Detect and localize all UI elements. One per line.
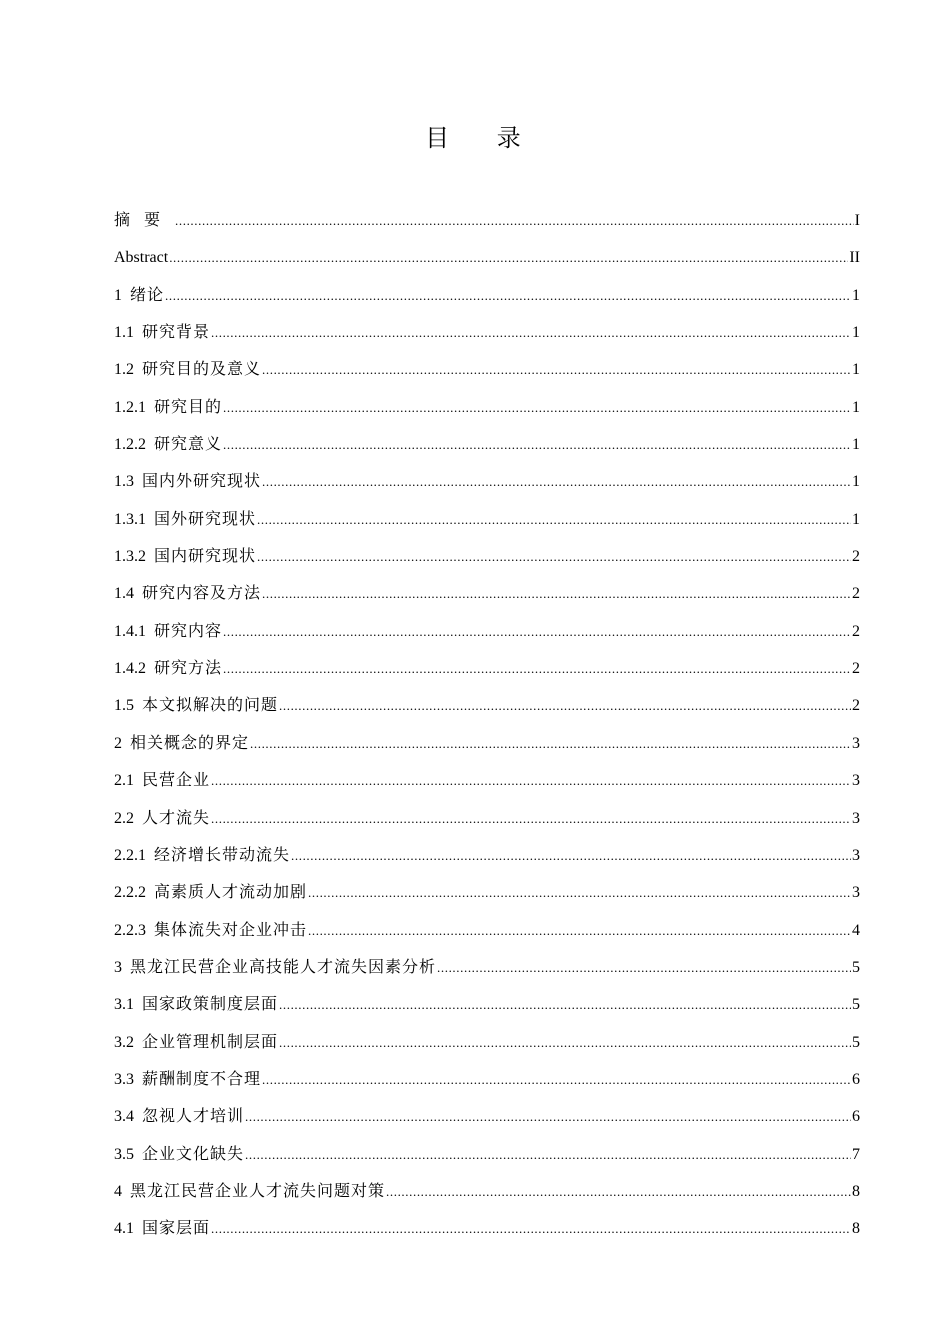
toc-entry-text: 经济增长带动流失 (154, 844, 291, 864)
toc-entry-label (114, 873, 307, 911)
dot-leader (245, 1098, 851, 1135)
toc-entry[interactable] (114, 276, 860, 313)
toc-entry-label (114, 1209, 210, 1247)
toc-entry-text: 黑龙江民营企业人才流失问题对策 (130, 1180, 386, 1200)
dot-leader (223, 389, 851, 426)
toc-entry-number: 4.1 (114, 1220, 134, 1238)
toc-entry-text: 企业管理机制层面 (142, 1031, 279, 1051)
toc-entry-label (114, 612, 222, 650)
toc-entry-label (114, 425, 222, 463)
dot-leader (250, 725, 851, 762)
toc-entry-text: 薪酬制度不合理 (142, 1068, 262, 1088)
toc-entry-label (114, 1023, 278, 1061)
dot-leader (262, 575, 851, 612)
toc-entry-page: 5 (852, 1033, 860, 1051)
toc-entry[interactable] (114, 462, 860, 499)
dot-leader (165, 277, 851, 314)
toc-entry-page: 3 (852, 846, 860, 864)
toc-entry-label (114, 500, 256, 538)
toc-entry-number: 3 (114, 958, 122, 976)
toc-entry-text: 国家层面 (142, 1218, 211, 1238)
toc-entry-page: 5 (852, 958, 860, 976)
toc-entry-number: 4 (114, 1182, 122, 1200)
toc-entry-label (114, 948, 436, 986)
toc-entry[interactable] (114, 500, 860, 537)
toc-entry-text: 国内研究现状 (154, 546, 257, 566)
toc-entry-page: 2 (852, 585, 860, 603)
toc-entry-label (114, 462, 261, 500)
toc-entry-number: 1.2 (114, 361, 134, 379)
toc-entry-text: 国内外研究现状 (142, 471, 262, 491)
toc-entry-number: 3.2 (114, 1033, 134, 1051)
dot-leader (386, 1173, 851, 1210)
toc-entry-text: 摘要 (114, 210, 175, 229)
toc-entry[interactable] (114, 724, 860, 761)
dot-leader (262, 351, 851, 388)
toc-entry[interactable] (114, 350, 860, 387)
toc-entry-number: 1.4.1 (114, 622, 146, 640)
dot-leader (437, 949, 851, 986)
toc-entry-page: 2 (852, 548, 860, 566)
toc-entry-text: 绪论 (130, 284, 165, 304)
toc-entry-page: 6 (852, 1108, 860, 1126)
toc-entry-label (114, 836, 290, 874)
dot-leader (279, 1024, 851, 1061)
toc-entry-page: 2 (852, 660, 860, 678)
toc-entry[interactable] (114, 686, 860, 723)
toc-entry-label (114, 1060, 261, 1098)
toc-entry[interactable] (114, 649, 860, 686)
dot-leader (211, 800, 851, 837)
toc-entry-label (114, 574, 261, 612)
toc-entry[interactable] (114, 836, 860, 873)
toc-entry-page: 6 (852, 1070, 860, 1088)
toc-entry[interactable] (114, 537, 860, 574)
toc-entry-label (114, 537, 256, 575)
dot-leader (279, 986, 851, 1023)
dot-leader (211, 762, 851, 799)
toc-entry-label (114, 985, 278, 1023)
toc-entry-number: 3.1 (114, 996, 134, 1014)
toc-entry-label (114, 649, 222, 687)
toc-entry-label (114, 1172, 385, 1210)
dot-leader (308, 912, 851, 949)
toc-entry-text: 研究方法 (154, 658, 223, 678)
toc-entry-number: 3.3 (114, 1070, 134, 1088)
toc-entry-text: 集体流失对企业冲击 (154, 919, 308, 939)
toc-entry[interactable] (114, 1172, 860, 1209)
page-title: 目 录 (425, 124, 541, 152)
toc-entry-number: 2 (114, 734, 122, 752)
toc-entry-number: 1.4.2 (114, 660, 146, 678)
toc-entry-text: 研究内容 (154, 620, 223, 640)
toc-entry[interactable] (114, 911, 860, 948)
toc-entry-text: Abstract (114, 249, 169, 267)
toc-entry-text: 研究内容及方法 (142, 583, 262, 603)
toc-entry-page: I (854, 212, 860, 229)
toc-entry[interactable] (114, 388, 860, 425)
toc-entry-number: 1.4 (114, 585, 134, 603)
toc-entry-page: 1 (852, 324, 860, 342)
toc-entry[interactable] (114, 1209, 860, 1246)
dot-leader (279, 687, 851, 724)
dot-leader (223, 650, 851, 687)
dot-leader (175, 202, 854, 239)
toc-entry-number: 1.3.2 (114, 548, 146, 566)
toc-entry-number: 1.3 (114, 473, 134, 491)
toc-entry-page: 4 (852, 921, 860, 939)
toc-entry[interactable] (114, 201, 860, 238)
toc-entry-page: 3 (852, 809, 860, 827)
toc-entry-label (114, 799, 210, 837)
dot-leader (211, 314, 851, 351)
toc-entry-text: 国家政策制度层面 (142, 994, 279, 1014)
toc-entry-text: 研究意义 (154, 434, 223, 454)
toc-entry-text: 本文拟解决的问题 (142, 695, 279, 715)
toc-entry-page: 1 (852, 510, 860, 528)
toc-entry-page: 2 (852, 622, 860, 640)
toc-entry-page: 2 (852, 697, 860, 715)
toc-entry[interactable] (114, 1023, 860, 1060)
dot-leader (291, 837, 851, 874)
toc-entry-text: 高素质人才流动加剧 (154, 882, 308, 902)
toc-entry-text: 研究目的 (154, 396, 223, 416)
toc-entry-number: 1.3.1 (114, 510, 146, 528)
toc-entry[interactable] (114, 761, 860, 798)
dot-leader (169, 239, 848, 276)
toc-entry-label (114, 1097, 244, 1135)
toc-entry[interactable] (114, 425, 860, 462)
toc-entry-text: 民营企业 (142, 770, 211, 790)
toc-entry[interactable] (114, 799, 860, 836)
toc-entry-number: 1.2.1 (114, 398, 146, 416)
toc-entry[interactable] (114, 1097, 860, 1134)
toc-entry-page: 1 (852, 436, 860, 454)
toc-entry[interactable] (114, 313, 860, 350)
toc-entry-text: 人才流失 (142, 807, 211, 827)
toc-entry[interactable] (114, 1135, 860, 1172)
toc-entry-page: 8 (852, 1220, 860, 1238)
dot-leader (245, 1136, 851, 1173)
dot-leader (223, 613, 851, 650)
toc-entry-number: 1.5 (114, 697, 134, 715)
toc-entry-number: 2.2.3 (114, 921, 146, 939)
toc-entry-page: 1 (852, 361, 860, 379)
dot-leader (257, 501, 851, 538)
toc-entry-number: 2.2.1 (114, 846, 146, 864)
toc-entry-number: 1.2.2 (114, 436, 146, 454)
toc-entry-label (114, 686, 278, 724)
dot-leader (262, 463, 851, 500)
toc-entry-text: 黑龙江民营企业高技能人才流失因素分析 (130, 956, 437, 976)
dot-leader (223, 426, 851, 463)
toc-entry-number: 2.2 (114, 809, 134, 827)
toc-entry[interactable] (114, 1060, 860, 1097)
toc-entry-text: 相关概念的界定 (130, 732, 250, 752)
toc-entry-label (114, 238, 168, 276)
dot-leader (262, 1061, 851, 1098)
toc-entry[interactable] (114, 238, 860, 275)
toc-entry-label (114, 276, 164, 314)
toc-entry-page: 1 (852, 473, 860, 491)
table-of-contents (114, 201, 860, 1247)
toc-entry[interactable] (114, 985, 860, 1022)
toc-entry-label (114, 911, 307, 949)
toc-entry-label (114, 761, 210, 799)
toc-entry-number: 1 (114, 286, 122, 304)
toc-entry-page: 3 (852, 734, 860, 752)
toc-entry-page: 3 (852, 772, 860, 790)
toc-entry-page: 8 (852, 1182, 860, 1200)
toc-entry-page: 3 (852, 884, 860, 902)
toc-entry-page: 5 (852, 996, 860, 1014)
toc-entry-text: 研究背景 (142, 322, 211, 342)
toc-entry-page: 1 (852, 398, 860, 416)
toc-entry-number: 3.5 (114, 1145, 134, 1163)
toc-entry-label (114, 313, 210, 351)
toc-entry-text: 忽视人才培训 (142, 1106, 245, 1126)
toc-entry-number: 1.1 (114, 324, 134, 342)
toc-entry-text: 国外研究现状 (154, 508, 257, 528)
dot-leader (257, 538, 851, 575)
toc-entry-page: 7 (852, 1145, 860, 1163)
toc-entry-label (114, 388, 222, 426)
toc-entry-text: 企业文化缺失 (142, 1143, 245, 1163)
dot-leader (211, 1210, 851, 1247)
dot-leader (308, 874, 851, 911)
toc-entry-label (114, 724, 249, 762)
toc-entry-number: 2.2.2 (114, 884, 146, 902)
toc-entry-page: II (849, 249, 860, 267)
toc-entry-page: 1 (852, 286, 860, 304)
toc-entry[interactable] (114, 873, 860, 910)
toc-entry-number: 2.1 (114, 772, 134, 790)
toc-entry-label (114, 201, 174, 238)
toc-entry-text: 研究目的及意义 (142, 359, 262, 379)
toc-entry-label (114, 1135, 244, 1173)
toc-entry[interactable] (114, 948, 860, 985)
toc-entry-label (114, 350, 261, 388)
toc-entry[interactable] (114, 612, 860, 649)
toc-entry[interactable] (114, 574, 860, 611)
toc-entry-number: 3.4 (114, 1108, 134, 1126)
